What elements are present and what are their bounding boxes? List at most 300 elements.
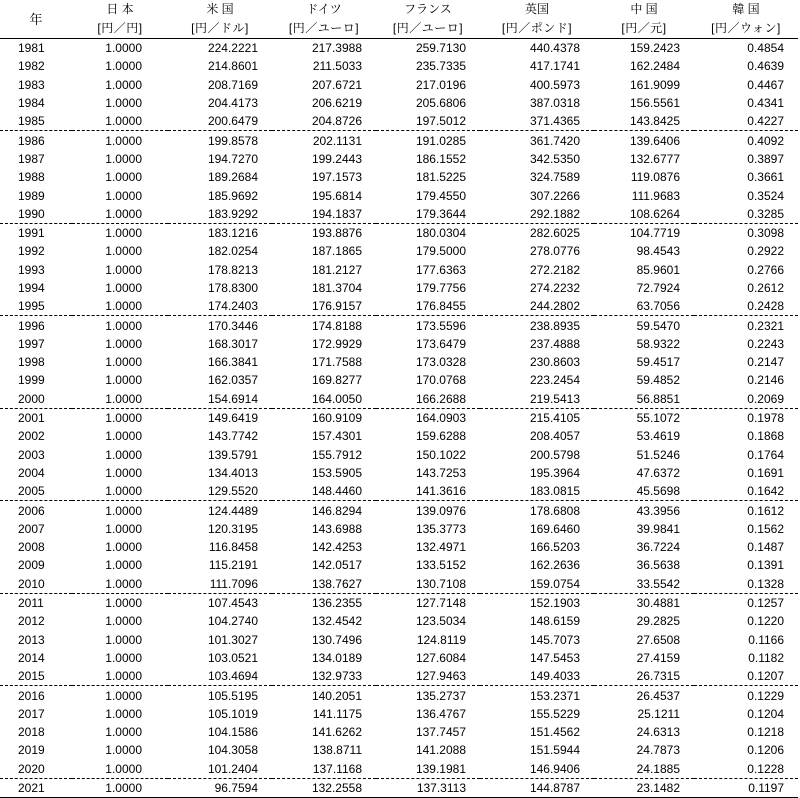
cell-korea: 0.3098 [747, 226, 784, 241]
cell-china: 161.9099 [629, 77, 680, 92]
cell-usa: 139.5791 [207, 447, 258, 462]
cell-usa: 103.0521 [207, 650, 258, 665]
cell-france: 137.7457 [415, 725, 466, 740]
cell-germany: 142.0517 [311, 558, 362, 573]
cell-usa: 194.7270 [207, 151, 258, 166]
cell-korea: 0.2069 [694, 390, 798, 409]
cell-china: 47.6372 [636, 465, 680, 480]
unit-header-germany: [円／ユーロ] [272, 19, 376, 39]
unit-header-china: [円／元] [594, 19, 694, 39]
cell-france: 235.7335 [415, 59, 466, 74]
cell-japan: 1.0000 [72, 482, 168, 501]
cell-japan: 1.0000 [105, 429, 142, 444]
cell-year: 2021 [0, 778, 72, 797]
cell-china: 59.4852 [636, 373, 680, 388]
cell-france: 173.0328 [415, 355, 466, 370]
cell-china: 45.5698 [594, 482, 694, 501]
cell-france: 127.7148 [415, 596, 466, 611]
table-header [0, 0, 798, 39]
cell-korea: 0.2428 [694, 297, 798, 316]
cell-france: 130.7108 [376, 575, 480, 594]
cell-china: 30.4881 [636, 596, 680, 611]
cell-china: 26.7315 [594, 667, 694, 686]
cell-france: 150.1022 [415, 447, 466, 462]
cell-japan: 1.0000 [105, 743, 142, 758]
cell-korea: 0.1328 [694, 575, 798, 594]
cell-uk: 152.1903 [529, 596, 580, 611]
table-row [0, 520, 798, 538]
cell-china: 24.7873 [636, 743, 680, 758]
cell-usa: 111.7096 [168, 575, 272, 594]
table-row [0, 94, 798, 112]
cell-germany: 141.1175 [312, 706, 362, 721]
cell-germany: 174.8188 [311, 318, 362, 333]
cell-usa: 149.6419 [207, 411, 258, 426]
cell-uk: 237.4888 [529, 336, 580, 351]
cell-japan: 1.0000 [72, 112, 168, 131]
cell-year: 2000 [0, 390, 72, 409]
cell-germany: 181.2127 [311, 262, 362, 277]
cell-france: 139.0976 [415, 503, 466, 518]
cell-china: 43.3956 [636, 503, 680, 518]
cell-japan: 1.0000 [72, 297, 168, 316]
cell-usa: 104.1586 [207, 725, 258, 740]
cell-japan: 1.0000 [105, 59, 142, 74]
cell-japan: 1.0000 [105, 336, 142, 351]
cell-france: 217.0196 [415, 77, 466, 92]
table-row [0, 371, 798, 389]
cell-france: 259.7130 [376, 39, 480, 58]
cell-uk: 342.5350 [529, 151, 580, 166]
table-row [0, 705, 798, 723]
cell-japan: 1.0000 [105, 373, 142, 388]
table-row [0, 390, 798, 409]
cell-korea: 0.4227 [694, 112, 798, 131]
cell-germany: 143.6988 [311, 521, 362, 536]
cell-year: 2015 [0, 667, 72, 686]
cell-uk: 238.8935 [529, 318, 580, 333]
cell-usa: 199.8578 [207, 133, 258, 148]
cell-usa: 224.2221 [168, 39, 272, 58]
cell-germany: 171.7588 [311, 355, 362, 370]
cell-germany: 181.3704 [311, 281, 362, 295]
table-row [0, 464, 798, 482]
table-row [0, 131, 798, 150]
cell-korea: 0.1487 [747, 540, 784, 555]
cell-china: 24.1885 [594, 760, 694, 779]
cell-germany: 187.1865 [311, 244, 362, 259]
cell-korea: 0.1257 [747, 596, 784, 611]
cell-uk: 169.6460 [529, 521, 580, 536]
cell-uk: 149.4033 [480, 667, 594, 686]
cell-germany: 138.7627 [272, 575, 376, 594]
cell-france: 135.3773 [415, 521, 466, 536]
cell-france: 124.8119 [416, 632, 466, 647]
cell-uk: 178.6808 [529, 503, 580, 518]
cell-uk: 183.0815 [480, 482, 594, 501]
header-row-countries [0, 0, 798, 19]
table-row [0, 612, 798, 630]
cell-year: 1984 [18, 96, 45, 111]
cell-germany: 172.9929 [311, 336, 362, 351]
country-header-france: フランス [404, 2, 452, 16]
cell-usa: 170.3446 [207, 318, 258, 333]
cell-year: 1986 [18, 133, 45, 148]
cell-china: 156.5561 [629, 96, 680, 111]
cell-china: 119.0876 [630, 170, 680, 185]
cell-usa: 178.8300 [207, 281, 258, 295]
cell-france: 180.0304 [415, 226, 466, 241]
cell-germany: 137.1168 [272, 760, 376, 779]
cell-china: 143.8425 [594, 112, 694, 131]
cell-germany: 217.3988 [272, 39, 376, 58]
cell-germany: 195.6814 [311, 188, 362, 203]
cell-germany: 132.4542 [311, 614, 362, 629]
cell-france: 166.2688 [376, 390, 480, 409]
cell-year: 2006 [18, 503, 45, 518]
cell-germany: 134.0189 [311, 650, 362, 665]
cell-japan: 1.0000 [105, 465, 142, 480]
cell-uk: 146.9406 [480, 760, 594, 779]
cell-germany: 153.5905 [311, 465, 362, 480]
table-row [0, 667, 798, 686]
cell-germany: 169.8277 [311, 373, 362, 388]
cell-france: 205.6806 [415, 96, 466, 111]
cell-france: 179.3644 [376, 205, 480, 224]
table-row [0, 150, 798, 168]
table-row [0, 353, 798, 371]
cell-china: 24.6313 [636, 725, 680, 740]
cell-japan: 1.0000 [72, 390, 168, 409]
cell-year: 1988 [18, 170, 45, 185]
cell-usa: 115.2191 [208, 558, 258, 573]
cell-year: 2018 [18, 725, 45, 740]
cell-japan: 1.0000 [105, 281, 142, 295]
cell-uk: 292.1882 [480, 205, 594, 224]
cell-usa: 134.4013 [207, 465, 258, 480]
cell-year: 2004 [18, 465, 45, 480]
cell-korea: 0.1166 [748, 632, 784, 647]
cell-china: 29.2825 [636, 614, 680, 629]
cell-korea: 0.1642 [694, 482, 798, 501]
cell-france: 186.1552 [415, 151, 466, 166]
cell-year: 1997 [18, 336, 45, 351]
cell-usa: 174.2403 [168, 297, 272, 316]
cell-year: 1996 [18, 318, 45, 333]
cell-uk: 145.7073 [529, 632, 580, 647]
unit-header-usa: [円／ドル] [168, 19, 272, 39]
country-header-china: 中 国 [630, 2, 658, 16]
cell-korea: 0.1197 [694, 778, 798, 797]
cell-korea: 0.4341 [747, 96, 784, 111]
cell-china: 55.1072 [636, 411, 680, 426]
cell-usa: 204.4173 [207, 96, 258, 111]
cell-china: 58.9322 [636, 336, 680, 351]
table-row [0, 112, 798, 131]
cell-uk: 272.2182 [529, 262, 580, 277]
cell-uk: 215.4105 [529, 411, 580, 426]
cell-japan: 1.0000 [72, 575, 168, 594]
table-row [0, 446, 798, 464]
unit-header-korea: [円／ウォン] [694, 19, 798, 39]
cell-germany: 130.7496 [311, 632, 362, 647]
cell-korea: 0.1206 [747, 743, 784, 758]
cell-china: 108.6264 [594, 205, 694, 224]
cell-year: 2014 [18, 650, 45, 665]
cell-uk: 400.5973 [529, 77, 580, 92]
cell-germany: 155.7912 [311, 447, 362, 462]
cell-china: 111.9683 [631, 188, 680, 203]
cell-japan: 1.0000 [105, 244, 142, 259]
cell-china: 36.5638 [636, 558, 680, 573]
cell-usa: 154.6914 [168, 390, 272, 409]
cell-china: 162.2484 [629, 59, 680, 74]
cell-korea: 0.1764 [747, 447, 784, 462]
cell-japan: 1.0000 [105, 521, 142, 536]
cell-year: 2020 [0, 760, 72, 779]
unit-header-france: [円／ユーロ] [376, 19, 480, 39]
cell-korea: 0.4639 [747, 59, 784, 74]
cell-japan: 1.0000 [105, 447, 142, 462]
cell-france: 191.0285 [415, 133, 466, 148]
cell-china: 53.4619 [636, 429, 680, 444]
cell-usa: 105.5195 [207, 688, 258, 703]
cell-usa: 182.0254 [207, 244, 258, 259]
cell-japan: 1.0000 [105, 318, 142, 333]
cell-usa: 189.2684 [207, 170, 258, 185]
cell-usa: 185.9692 [207, 188, 258, 203]
cell-korea: 0.1218 [747, 725, 784, 740]
cell-france: 170.0768 [415, 373, 466, 388]
cell-korea: 0.1612 [747, 503, 784, 518]
cell-year: 2001 [18, 411, 45, 426]
cell-japan: 1.0000 [105, 632, 142, 647]
cell-usa: 96.7594 [168, 778, 272, 797]
cell-france: 136.4767 [415, 706, 466, 721]
cell-uk: 223.2454 [529, 373, 580, 388]
cell-japan: 1.0000 [72, 39, 168, 58]
cell-usa: 103.4694 [168, 667, 272, 686]
cell-germany: 204.8726 [272, 112, 376, 131]
table-row [0, 649, 798, 667]
cell-uk: 274.2232 [529, 281, 580, 295]
cell-germany: 211.5033 [312, 59, 362, 74]
cell-uk: 159.0754 [480, 575, 594, 594]
cell-germany: 202.1131 [312, 133, 362, 148]
cell-year: 1981 [0, 39, 72, 58]
cell-usa: 208.7169 [207, 77, 258, 92]
table-row [0, 242, 798, 260]
table-row [0, 297, 798, 316]
cell-year: 2005 [0, 482, 72, 501]
cell-usa: 214.8601 [207, 59, 258, 74]
cell-korea: 0.4092 [747, 133, 784, 148]
cell-japan: 1.0000 [105, 650, 142, 665]
unit-header-japan: [円／円] [72, 19, 168, 39]
cell-uk: 151.4562 [529, 725, 580, 740]
cell-china: 104.7719 [629, 226, 680, 241]
cell-korea: 0.1691 [747, 465, 784, 480]
cell-japan: 1.0000 [72, 667, 168, 686]
cell-france: 141.2088 [415, 743, 466, 758]
cell-uk: 148.6159 [529, 614, 580, 629]
table-body [0, 39, 798, 798]
cell-usa: 101.3027 [207, 632, 258, 647]
cell-year: 2017 [18, 706, 45, 721]
country-header-germany: ドイツ [306, 2, 342, 16]
header-row-units [0, 19, 798, 39]
table-row [0, 482, 798, 501]
cell-year: 2002 [18, 429, 45, 444]
table-row [0, 186, 798, 204]
cell-germany: 141.6262 [311, 725, 362, 740]
cell-germany: 207.6721 [311, 77, 362, 92]
cell-usa: 104.3058 [207, 743, 258, 758]
cell-france: 135.2737 [415, 688, 466, 703]
cell-usa: 107.4543 [207, 596, 258, 611]
cell-china: 39.9841 [636, 521, 680, 536]
cell-germany: 132.9733 [272, 667, 376, 686]
cell-year: 1987 [18, 151, 45, 166]
cell-uk: 219.5413 [480, 390, 594, 409]
cell-japan: 1.0000 [105, 170, 142, 185]
cell-korea: 0.3524 [747, 188, 784, 203]
cell-france: 176.8455 [376, 297, 480, 316]
cell-germany: 194.1837 [272, 205, 376, 224]
table-row [0, 686, 798, 705]
cell-china: 159.2423 [594, 39, 694, 58]
cell-uk: 162.2636 [529, 558, 580, 573]
cell-france: 123.5034 [415, 614, 466, 629]
table-row [0, 741, 798, 759]
country-header-usa: 米 国 [206, 2, 234, 16]
cell-usa: 200.6479 [168, 112, 272, 131]
cell-korea: 0.4854 [694, 39, 798, 58]
cell-japan: 1.0000 [105, 133, 142, 148]
cell-france: 179.5000 [415, 244, 466, 259]
cell-year: 1983 [18, 77, 45, 92]
table-row [0, 76, 798, 94]
cell-japan: 1.0000 [105, 188, 142, 203]
cell-germany: 148.4460 [272, 482, 376, 501]
cell-uk: 200.5798 [529, 447, 580, 462]
cell-usa: 143.7742 [207, 429, 258, 444]
cell-china: 72.7924 [636, 281, 680, 295]
cell-china: 132.6777 [629, 151, 680, 166]
cell-france: 133.5152 [415, 558, 466, 573]
cell-korea: 0.4467 [747, 77, 784, 92]
cell-usa: 116.8458 [208, 540, 258, 555]
cell-year: 1998 [18, 355, 45, 370]
cell-germany: 206.6219 [311, 96, 362, 111]
cell-germany: 142.4253 [311, 540, 362, 555]
table-row [0, 501, 798, 520]
cell-japan: 1.0000 [72, 760, 168, 779]
cell-korea: 0.2146 [747, 373, 784, 388]
table-row [0, 223, 798, 242]
cell-japan: 1.0000 [105, 355, 142, 370]
country-header-japan: 日 本 [106, 2, 134, 16]
country-header-uk: 英国 [524, 2, 549, 16]
cell-france: 143.7253 [415, 465, 466, 480]
cell-uk: 387.0318 [529, 96, 580, 111]
country-header-korea: 韓 国 [732, 2, 760, 16]
cell-germany: 176.9157 [272, 297, 376, 316]
cell-korea: 0.1204 [747, 706, 784, 721]
cell-uk: 155.5229 [529, 706, 580, 721]
cell-usa: 168.3017 [207, 336, 258, 351]
cell-year: 2016 [18, 688, 45, 703]
cell-japan: 1.0000 [105, 411, 142, 426]
cell-usa: 120.3195 [207, 521, 258, 536]
cell-japan: 1.0000 [105, 706, 142, 721]
cell-france: 164.0903 [415, 411, 466, 426]
cell-year: 2003 [18, 447, 45, 462]
cell-china: 139.6406 [629, 133, 680, 148]
table-row [0, 538, 798, 556]
cell-france: 139.1981 [376, 760, 480, 779]
table-row [0, 575, 798, 594]
cell-usa: 105.1019 [207, 706, 258, 721]
cell-china: 27.6508 [636, 632, 680, 647]
cell-france: 181.5225 [415, 170, 466, 185]
cell-japan: 1.0000 [105, 558, 142, 573]
cell-japan: 1.0000 [105, 503, 142, 518]
cell-year: 1990 [0, 205, 72, 224]
table-row [0, 316, 798, 335]
cell-korea: 0.2321 [747, 318, 784, 333]
cell-year: 2013 [18, 632, 45, 647]
cell-korea: 0.3661 [747, 170, 784, 185]
cell-germany: 164.0050 [272, 390, 376, 409]
cell-japan: 1.0000 [105, 151, 142, 166]
cell-uk: 147.5453 [529, 650, 580, 665]
table-row [0, 778, 798, 797]
cell-year: 1992 [18, 244, 45, 259]
year-column-header: 年 [29, 11, 43, 27]
cell-germany: 140.2051 [311, 688, 362, 703]
cell-germany: 138.8711 [312, 743, 362, 758]
cell-uk: 371.4365 [480, 112, 594, 131]
cell-year: 1999 [18, 373, 45, 388]
table-row [0, 57, 798, 75]
cell-year: 1985 [0, 112, 72, 131]
cell-usa: 183.9292 [168, 205, 272, 224]
table-row [0, 279, 798, 297]
cell-korea: 0.1978 [747, 411, 784, 426]
cell-korea: 0.1391 [747, 558, 784, 573]
cell-usa: 129.5520 [168, 482, 272, 501]
cell-japan: 1.0000 [105, 614, 142, 629]
cell-china: 33.5542 [594, 575, 694, 594]
cell-france: 177.6363 [415, 262, 466, 277]
cell-uk: 230.8603 [529, 355, 580, 370]
cell-usa: 104.2740 [207, 614, 258, 629]
cell-china: 23.1482 [594, 778, 694, 797]
cell-china: 26.4537 [636, 688, 680, 703]
cell-korea: 0.3897 [747, 151, 784, 166]
cell-usa: 124.4489 [207, 503, 258, 518]
table-row [0, 556, 798, 574]
table-row [0, 168, 798, 186]
cell-year: 2008 [18, 540, 45, 555]
cell-year: 2019 [18, 743, 45, 758]
table-row [0, 335, 798, 353]
cell-uk: 361.7420 [529, 133, 580, 148]
table-row [0, 408, 798, 427]
cell-china: 56.8851 [594, 390, 694, 409]
cell-uk: 324.7589 [529, 170, 580, 185]
